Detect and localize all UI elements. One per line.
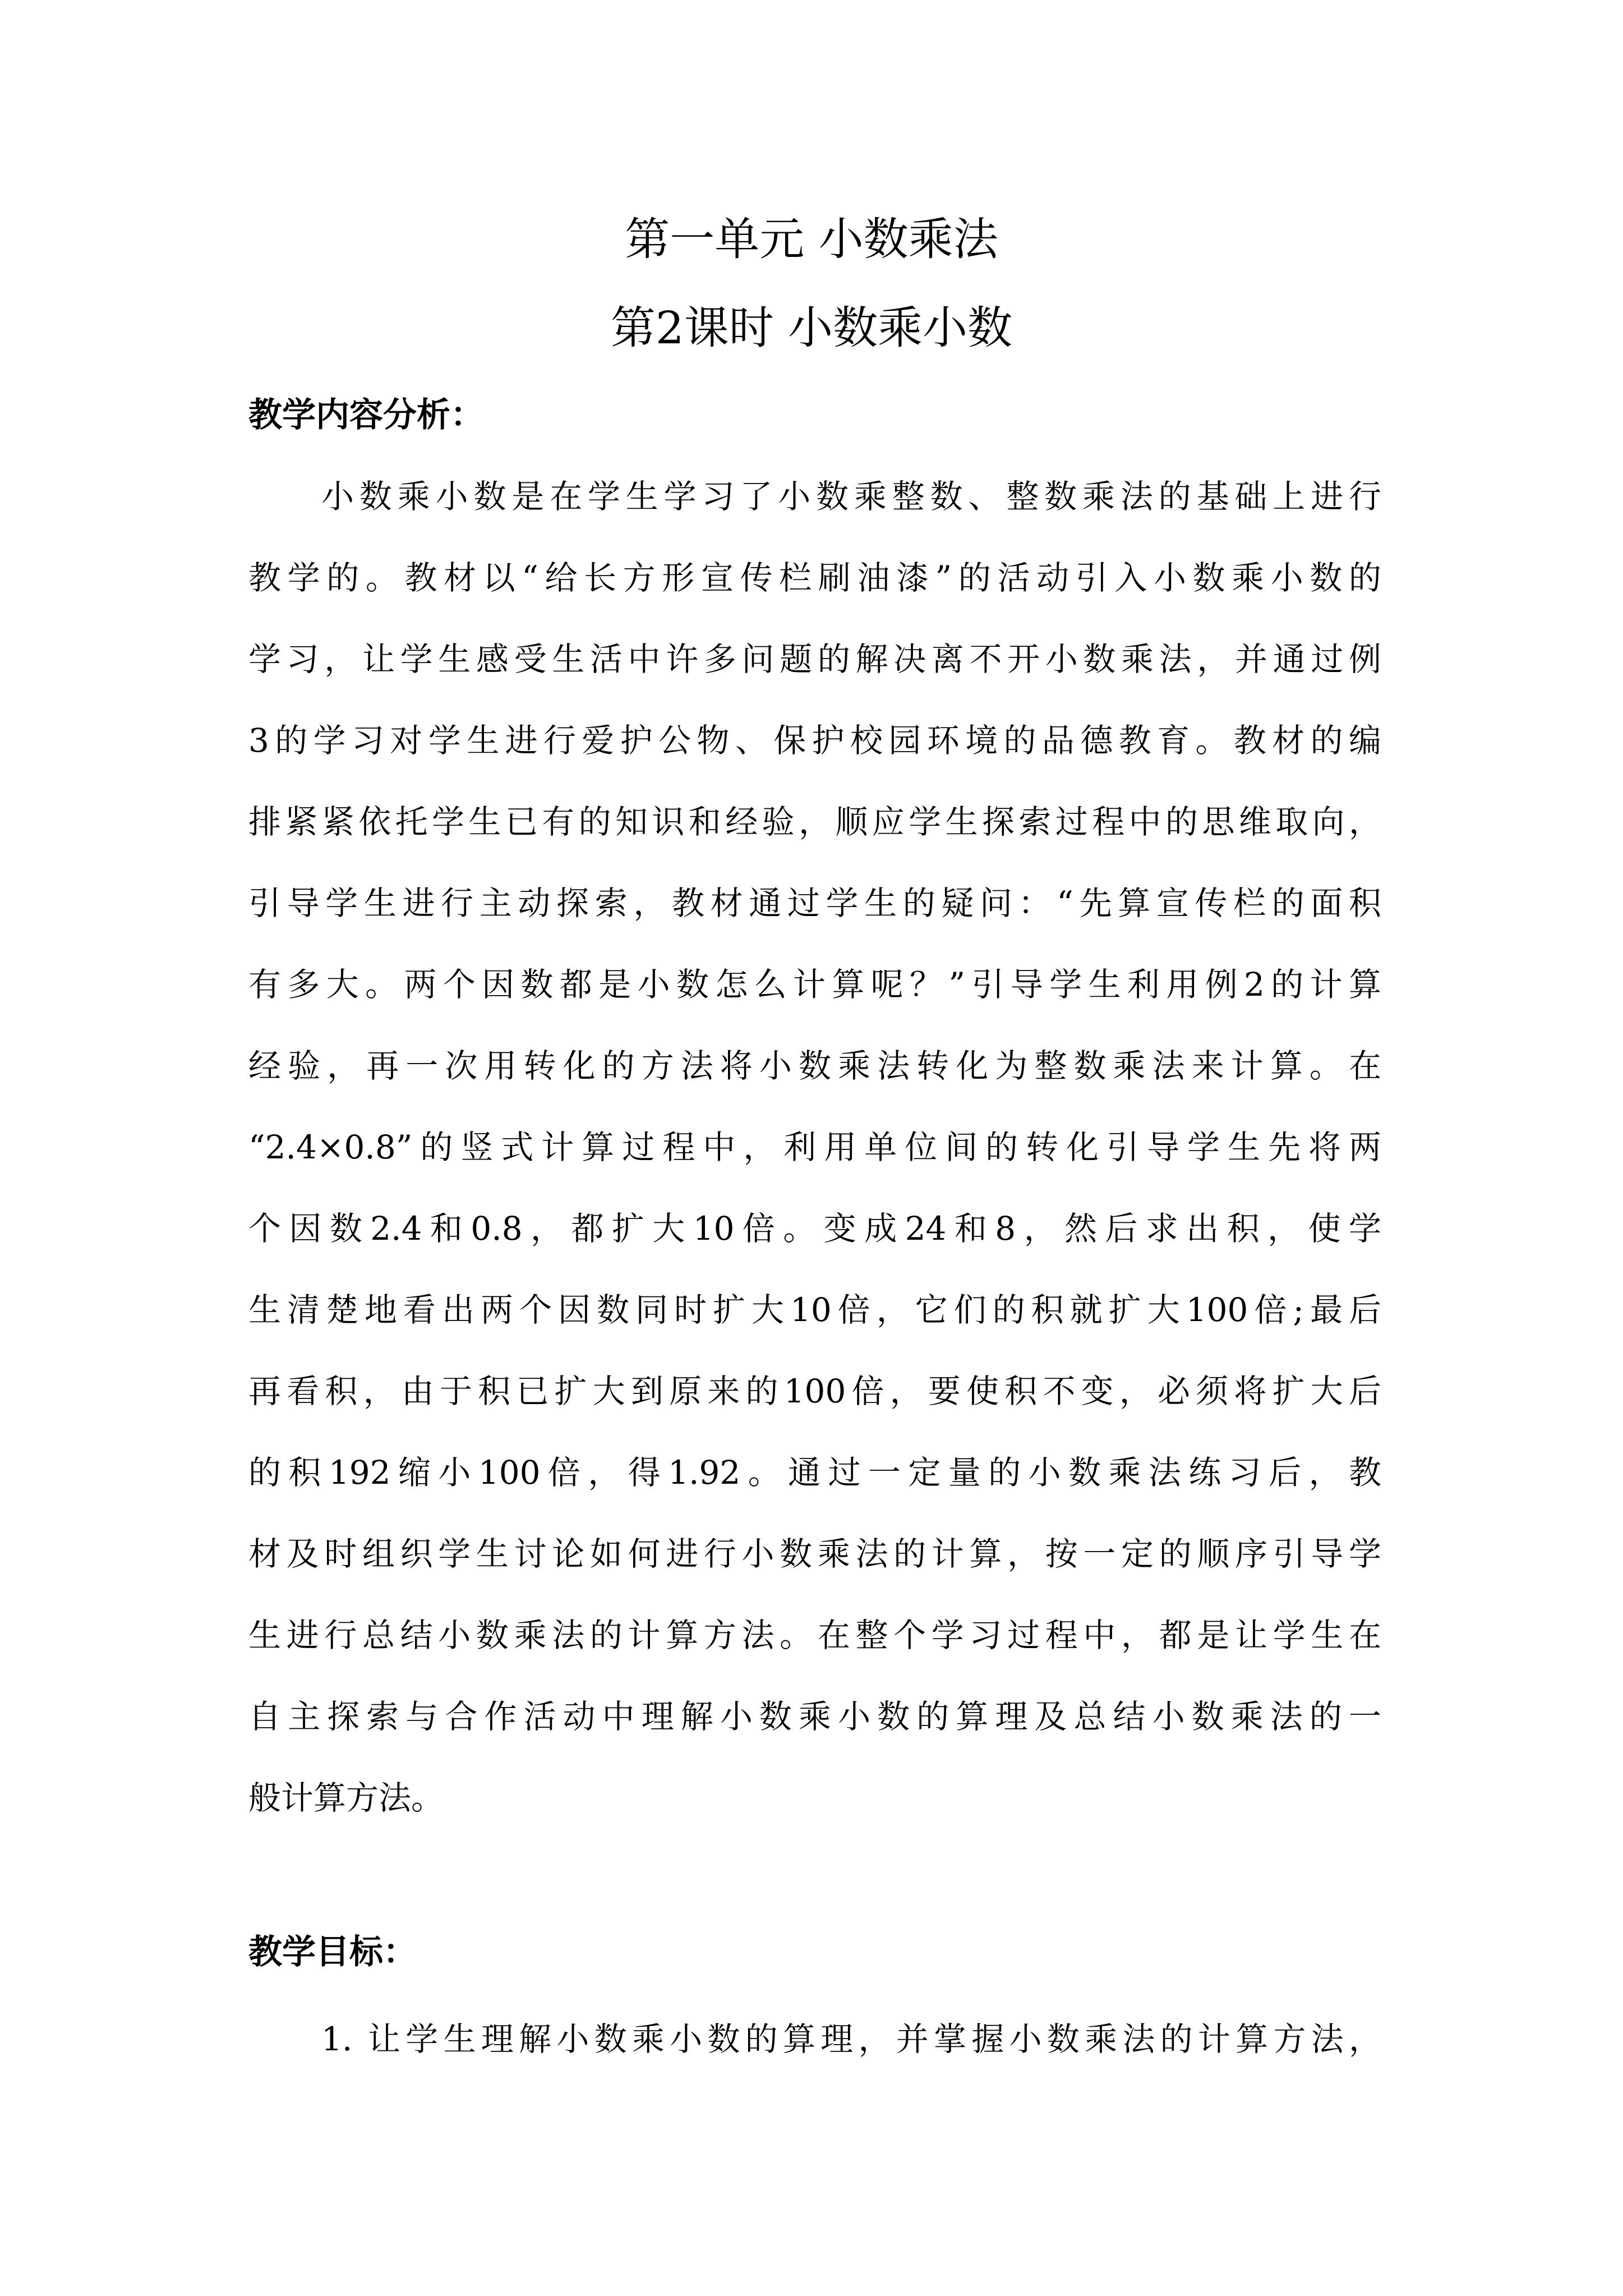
- unit-title: 第一单元 小数乘法: [625, 213, 998, 265]
- analysis-line: 生清楚地看出两个因数同时扩大10倍，它们的积就扩大100倍;最后: [248, 1291, 1381, 1329]
- analysis-line: 般计算方法。: [248, 1779, 444, 1817]
- analysis-heading: 教学内容分析：: [248, 395, 484, 435]
- goal-line: 1. 让学生理解小数乘小数的算理，并掌握小数乘法的计算方法，: [321, 2020, 1381, 2058]
- analysis-line: 学习，让学生感受生活中许多问题的解决离不开小数乘法，并通过例: [248, 640, 1381, 678]
- analysis-line: 小数乘小数是在学生学习了小数乘整数、整数乘法的基础上进行: [321, 477, 1381, 516]
- analysis-line: 引导学生进行主动探索，教材通过学生的疑问：“先算宣传栏的面积: [248, 884, 1381, 922]
- analysis-line: 教学的。教材以“给长方形宣传栏刷油漆”的活动引入小数乘小数的: [248, 559, 1381, 597]
- analysis-line: 有多大。两个因数都是小数怎么计算呢？”引导学生利用例2的计算: [248, 965, 1381, 1004]
- analysis-line: 排紧紧依托学生已有的知识和经验，顺应学生探索过程中的思维取向，: [248, 803, 1381, 841]
- analysis-line: 个因数2.4和0.8，都扩大10倍。变成24和8，然后求出积，使学: [248, 1209, 1381, 1248]
- goals-heading: 教学目标：: [248, 1932, 417, 1972]
- lesson-title: 第2课时 小数乘小数: [610, 302, 1013, 354]
- analysis-line: 生进行总结小数乘法的计算方法。在整个学习过程中，都是让学生在: [248, 1616, 1381, 1654]
- analysis-line: “2.4×0.8”的竖式计算过程中，利用单位间的转化引导学生先将两: [248, 1128, 1381, 1166]
- analysis-line: 经验，再一次用转化的方法将小数乘法转化为整数乘法来计算。在: [248, 1047, 1381, 1085]
- analysis-line: 再看积，由于积已扩大到原来的100倍，要使积不变，必须将扩大后: [248, 1372, 1381, 1410]
- analysis-line: 材及时组织学生讨论如何进行小数乘法的计算，按一定的顺序引导学: [248, 1535, 1381, 1573]
- analysis-line: 3的学习对学生进行爱护公物、保护校园环境的品德教育。教材的编: [248, 721, 1381, 760]
- analysis-line: 的积192缩小100倍，得1.92。通过一定量的小数乘法练习后，教: [248, 1453, 1381, 1492]
- analysis-line: 自主探索与合作活动中理解小数乘小数的算理及总结小数乘法的一: [248, 1697, 1381, 1736]
